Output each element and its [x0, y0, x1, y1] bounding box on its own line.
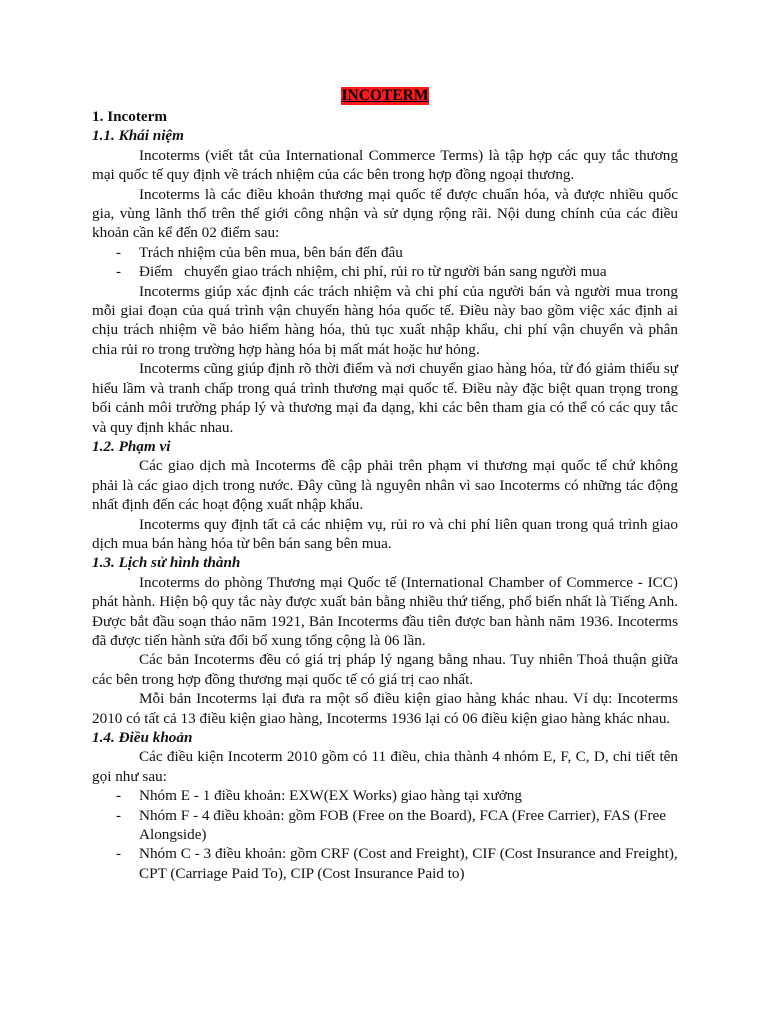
- list-item: [92, 243, 678, 262]
- section-heading-1: 1. Incoterm: [92, 108, 168, 125]
- list-item: [92, 262, 678, 281]
- paragraph: Incoterms (viết tắt của International Commerce Terms) là tập hợp các quy tắc thương mại quốc tế quy định về trách nhiệm của các bên trong hợp đồng ngoại thương.: [92, 146, 678, 184]
- list-item: [92, 806, 678, 845]
- section-heading-1-4: 1.4. Điều khoản: [92, 729, 193, 746]
- title-row: [92, 86, 678, 107]
- paragraph: Incoterms là các điều khoản thương mại quốc tế được chuẩn hóa, và được nhiều quốc gia, vùng lãnh thổ trên thế giới công nhận và sử dụng rộng rãi. Nội dung chính của các điều khoản cần kể đến 02 điểm sau:: [92, 185, 678, 242]
- document-page: [92, 86, 678, 883]
- paragraph: Incoterms quy định tất cả các nhiệm vụ, rủi ro và chi phí liên quan trong quá trình giao dịch mua bán hàng hóa từ bên bán sang bên mua.: [92, 515, 678, 552]
- bullet-dash: -: [116, 806, 122, 824]
- bullet-list: [92, 243, 678, 282]
- bullet-dash: -: [116, 787, 122, 805]
- list-item-text: Trách nhiệm của bên mua, bên bán đến đâu: [139, 243, 403, 261]
- list-item-text: Nhóm F - 4 điều khoản: gồm FOB (Free on the Board), FCA (Free Carrier), FAS (Free Alongside): [139, 806, 666, 844]
- document-title: INCOTERM: [341, 87, 429, 104]
- paragraph: Incoterms do phòng Thương mại Quốc tế (International Chamber of Commerce - ICC) phát hành. Hiện bộ quy tắc này được xuất bản bằng nhiều thứ tiếng, phổ biến nhất là Tiếng Anh. Được bắt đầu soạn thảo năm 1921, Bản Incoterms đầu tiên được ban hành năm 1936. Incoterms đã được tiến hành sửa đổi bổ xung tổng cộng là 06 lần.: [92, 573, 678, 649]
- list-item: [92, 844, 678, 883]
- list-item: [92, 786, 678, 805]
- bullet-dash: -: [116, 263, 122, 281]
- paragraph: Incoterms giúp xác định các trách nhiệm và chi phí của người bán và người mua trong mỗi giai đoạn của quá trình vận chuyển hàng hóa quốc tế. Điều này bao gồm việc xác định ai chịu trách nhiệm về bảo hiểm hàng hóa, thủ tục xuất nhập khẩu, chi phí vận chuyển và phân chia rủi ro trong trường hợp hàng hóa bị mất mát hoặc hư hỏng.: [92, 282, 678, 358]
- section-heading-1-3: 1.3. Lịch sử hình thành: [92, 554, 241, 572]
- paragraph: Các giao dịch mà Incoterms đề cập phải trên phạm vi thương mại quốc tế chứ không phải là các giao dịch trong nước. Đây cũng là nguyên nhân vì sao Incoterms có những tác động nhất định đến các hoạt động xuất nhập khẩu.: [92, 457, 678, 514]
- bullet-dash: -: [116, 845, 122, 863]
- list-item-text: Nhóm E - 1 điều khoản: EXW(EX Works) giao hàng tại xưởng: [139, 787, 522, 805]
- bullet-dash: -: [116, 243, 122, 261]
- section-heading-1-2: 1.2. Phạm vi: [92, 437, 171, 455]
- list-item-text: Nhóm C - 3 điều khoản: gồm CRF (Cost and Freight), CIF (Cost Insurance and Freight), CPT (Carriage Paid To), CIP (Cost Insurance Paid to): [139, 845, 678, 882]
- paragraph: Incoterms cũng giúp định rõ thời điểm và nơi chuyển giao hàng hóa, từ đó giảm thiểu sự hiểu lầm và tranh chấp trong quá trình thương mại quốc tế. Điều này đặc biệt quan trọng trong bối cảnh môi trường pháp lý và thương mại đa dạng, khi các bên tham gia có thể có các quy tắc và quy định khác nhau.: [92, 360, 678, 436]
- paragraph: Các điều kiện Incoterm 2010 gồm có 11 điều, chia thành 4 nhóm E, F, C, D, chi tiết tên gọi như sau:: [92, 748, 678, 785]
- list-item-text: Điểm chuyển giao trách nhiệm, chi phí, rủi ro từ người bán sang người mua: [139, 263, 607, 281]
- bullet-list: [92, 786, 678, 883]
- section-heading-1-1: 1.1. Khái niệm: [92, 127, 184, 145]
- paragraph: Các bản Incoterms đều có giá trị pháp lý ngang bằng nhau. Tuy nhiên Thoả thuận giữa các bên trong hợp đồng thương mại quốc tế có giá trị cao nhất.: [92, 651, 678, 688]
- paragraph: Mỗi bản Incoterms lại đưa ra một số điều kiện giao hàng khác nhau. Ví dụ: Incoterms 2010 có tất cả 13 điều kiện giao hàng, Incoterms 1936 lại có 06 điều kiện giao hàng khác nhau.: [92, 690, 678, 727]
